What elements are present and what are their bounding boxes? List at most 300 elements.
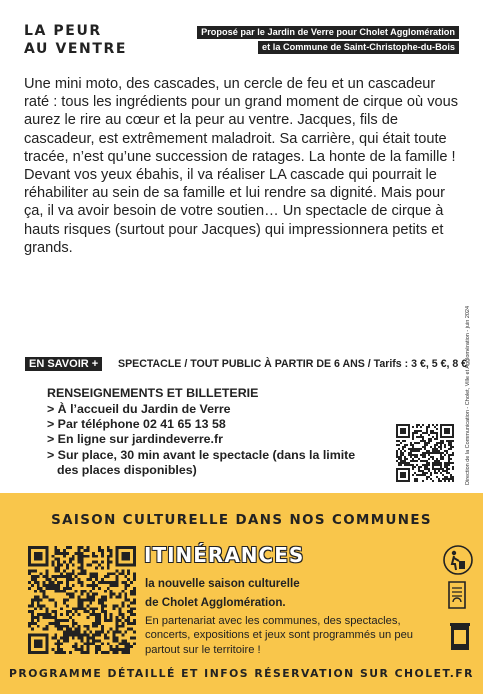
- qr-module: [66, 572, 69, 575]
- spectacle-info: SPECTACLE / TOUT PUBLIC À PARTIR DE 6 ANS / Tarifs : 3 €, 5 €, 8 €: [118, 358, 468, 370]
- qr-module: [63, 619, 66, 622]
- qr-module: [127, 546, 130, 549]
- qr-module: [116, 651, 119, 654]
- qr-module: [398, 458, 400, 460]
- qr-module: [127, 642, 130, 645]
- qr-module: [448, 480, 450, 482]
- qr-module: [420, 474, 422, 476]
- qr-module: [422, 440, 424, 442]
- qr-module: [438, 478, 440, 480]
- qr-module: [57, 584, 60, 587]
- qr-module: [81, 581, 84, 584]
- qr-module: [418, 450, 420, 452]
- qr-module: [81, 590, 84, 593]
- qr-module: [63, 555, 66, 558]
- qr-module: [31, 601, 34, 604]
- qr-module: [446, 428, 448, 430]
- qr-module: [424, 442, 426, 444]
- qr-module: [402, 446, 404, 448]
- qr-module: [444, 450, 446, 452]
- qr-module: [34, 599, 37, 602]
- qr-module: [86, 593, 89, 596]
- qr-module: [78, 607, 81, 610]
- qr-module: [434, 460, 436, 462]
- qr-module: [60, 636, 63, 639]
- qr-module: [121, 569, 124, 572]
- qr-module: [418, 448, 420, 450]
- qr-module: [92, 575, 95, 578]
- qr-module: [66, 564, 69, 567]
- qr-module: [75, 642, 78, 645]
- qr-module: [34, 639, 37, 642]
- qr-module: [438, 442, 440, 444]
- qr-module: [398, 448, 400, 450]
- qr-module: [40, 546, 43, 549]
- qr-module: [408, 474, 410, 476]
- qr-module: [98, 634, 101, 637]
- qr-module: [116, 552, 119, 555]
- list-item: > À l’accueil du Jardin de Verre: [47, 402, 231, 416]
- qr-module: [430, 474, 432, 476]
- qr-module: [92, 581, 95, 584]
- qr-module: [396, 468, 398, 470]
- qr-module: [121, 558, 124, 561]
- qr-module: [446, 432, 448, 434]
- qr-module: [133, 552, 136, 555]
- qr-module: [130, 636, 133, 639]
- qr-module: [92, 584, 95, 587]
- qr-module: [54, 569, 57, 572]
- qr-module: [432, 480, 434, 482]
- qr-module: [34, 552, 37, 555]
- qr-module: [404, 472, 406, 474]
- qr-module: [83, 572, 86, 575]
- qr-module: [116, 581, 119, 584]
- qr-module: [40, 564, 43, 567]
- qr-module: [444, 480, 446, 482]
- qr-module: [75, 634, 78, 637]
- qr-module: [113, 607, 116, 610]
- qr-module: [452, 436, 454, 438]
- qr-module: [107, 561, 110, 564]
- qr-module: [63, 601, 66, 604]
- qr-module: [450, 474, 452, 476]
- qr-module: [400, 476, 402, 478]
- qr-module: [124, 619, 127, 622]
- qr-module: [124, 558, 127, 561]
- qr-module: [57, 549, 60, 552]
- qr-module: [46, 584, 49, 587]
- qr-module: [54, 566, 57, 569]
- qr-module: [133, 622, 136, 625]
- qr-module: [442, 474, 444, 476]
- qr-module: [438, 468, 440, 470]
- qr-module: [440, 440, 442, 442]
- qr-module: [60, 552, 63, 555]
- qr-module: [43, 564, 46, 567]
- qr-module: [446, 478, 448, 480]
- qr-module: [95, 613, 98, 616]
- qr-module: [86, 596, 89, 599]
- qr-module: [72, 569, 75, 572]
- qr-module: [448, 424, 450, 426]
- qr-module: [426, 462, 428, 464]
- qr-module: [402, 476, 404, 478]
- qr-module: [400, 450, 402, 452]
- qr-module: [420, 466, 422, 468]
- qr-module: [422, 432, 424, 434]
- qr-module: [46, 569, 49, 572]
- qr-module: [28, 552, 31, 555]
- qr-module: [54, 619, 57, 622]
- qr-module: [438, 464, 440, 466]
- qr-module: [113, 651, 116, 654]
- qr-module: [83, 610, 86, 613]
- qr-module: [400, 468, 402, 470]
- qr-module: [31, 622, 34, 625]
- qr-module: [442, 456, 444, 458]
- qr-module: [448, 448, 450, 450]
- page-title: [24, 22, 127, 58]
- qr-module: [92, 596, 95, 599]
- qr-module: [43, 604, 46, 607]
- qr-module: [43, 628, 46, 631]
- qr-module: [95, 555, 98, 558]
- qr-module: [92, 622, 95, 625]
- qr-module: [43, 590, 46, 593]
- qr-module: [48, 616, 51, 619]
- qr-module: [43, 593, 46, 596]
- qr-module: [51, 599, 54, 602]
- qr-module: [43, 575, 46, 578]
- qr-module: [130, 546, 133, 549]
- qr-module: [28, 564, 31, 567]
- qr-module: [133, 599, 136, 602]
- qr-module: [414, 448, 416, 450]
- qr-module: [66, 610, 69, 613]
- qr-module: [43, 616, 46, 619]
- qr-module: [37, 546, 40, 549]
- qr-module: [60, 613, 63, 616]
- qr-module: [51, 555, 54, 558]
- qr-module: [450, 446, 452, 448]
- qr-module: [404, 476, 406, 478]
- qr-module: [448, 464, 450, 466]
- qr-module: [28, 558, 31, 561]
- qr-module: [404, 440, 406, 442]
- qr-module: [426, 476, 428, 478]
- qr-module: [127, 610, 130, 613]
- qr-module: [418, 424, 420, 426]
- qr-module: [444, 454, 446, 456]
- qr-module: [116, 619, 119, 622]
- qr-module: [396, 480, 398, 482]
- qr-module: [37, 575, 40, 578]
- qr-module: [66, 625, 69, 628]
- qr-module: [83, 590, 86, 593]
- qr-module: [107, 631, 110, 634]
- qr-module: [69, 631, 72, 634]
- qr-module: [410, 464, 412, 466]
- qr-module: [60, 642, 63, 645]
- qr-module: [133, 558, 136, 561]
- qr-module: [37, 552, 40, 555]
- qr-module: [416, 430, 418, 432]
- qr-module: [416, 448, 418, 450]
- qr-module: [400, 436, 402, 438]
- qr-module: [452, 478, 454, 480]
- qr-module: [57, 569, 60, 572]
- qr-module: [396, 436, 398, 438]
- qr-module: [81, 561, 84, 564]
- qr-module: [400, 480, 402, 482]
- qr-module: [69, 610, 72, 613]
- qr-module: [57, 619, 60, 622]
- qr-module: [104, 604, 107, 607]
- qr-module: [54, 642, 57, 645]
- qr-module: [69, 593, 72, 596]
- qr-module: [51, 622, 54, 625]
- qr-module: [450, 462, 452, 464]
- qr-module: [424, 454, 426, 456]
- qr-module: [404, 430, 406, 432]
- qr-module: [432, 462, 434, 464]
- qr-module: [66, 631, 69, 634]
- qr-module: [121, 642, 124, 645]
- qr-module: [450, 444, 452, 446]
- qr-module: [40, 555, 43, 558]
- qr-module: [440, 480, 442, 482]
- qr-module: [78, 581, 81, 584]
- qr-module: [404, 462, 406, 464]
- qr-module: [118, 625, 121, 628]
- qr-module: [28, 636, 31, 639]
- qr-module: [446, 462, 448, 464]
- qr-module: [95, 625, 98, 628]
- qr-module: [66, 575, 69, 578]
- qr-module: [448, 468, 450, 470]
- qr-module: [434, 464, 436, 466]
- qr-module: [63, 636, 66, 639]
- qr-module: [54, 622, 57, 625]
- qr-module: [72, 572, 75, 575]
- qr-module: [104, 636, 107, 639]
- qr-module: [406, 436, 408, 438]
- qr-module: [440, 428, 442, 430]
- qr-module: [37, 581, 40, 584]
- qr-module: [424, 464, 426, 466]
- qr-module: [110, 613, 113, 616]
- qr-module: [63, 634, 66, 637]
- qr-module: [98, 622, 101, 625]
- qr-module: [124, 596, 127, 599]
- qr-module: [28, 569, 31, 572]
- qr-module: [404, 432, 406, 434]
- qr-module: [31, 599, 34, 602]
- qr-module: [57, 639, 60, 642]
- qr-module: [60, 590, 63, 593]
- qr-module: [31, 575, 34, 578]
- qr-module: [116, 616, 119, 619]
- qr-module: [438, 446, 440, 448]
- qr-module: [86, 642, 89, 645]
- qr-module: [51, 648, 54, 651]
- qr-module: [86, 610, 89, 613]
- qr-module: [37, 596, 40, 599]
- list-item: > Sur place, 30 min avant le spectacle (dans la limite: [47, 447, 356, 462]
- qr-module: [72, 619, 75, 622]
- qr-module: [60, 581, 63, 584]
- qr-module: [124, 575, 127, 578]
- qr-module: [396, 424, 398, 426]
- qr-module: [402, 436, 404, 438]
- qr-module: [426, 464, 428, 466]
- qr-module: [37, 619, 40, 622]
- qr-module: [54, 601, 57, 604]
- qr-module: [121, 572, 124, 575]
- qr-module: [133, 636, 136, 639]
- qr-module: [101, 561, 104, 564]
- qr-module: [46, 575, 49, 578]
- qr-module: [408, 468, 410, 470]
- qr-module: [440, 454, 442, 456]
- qr-module: [440, 444, 442, 446]
- qr-module: [127, 648, 130, 651]
- qr-module: [402, 440, 404, 442]
- qr-module: [86, 616, 89, 619]
- qr-module: [89, 578, 92, 581]
- qr-module: [420, 436, 422, 438]
- qr-module: [46, 639, 49, 642]
- qr-module: [400, 460, 402, 462]
- qr-module: [107, 572, 110, 575]
- qr-module: [420, 470, 422, 472]
- qr-module: [37, 625, 40, 628]
- qr-module: [81, 572, 84, 575]
- qr-module: [107, 587, 110, 590]
- qr-module: [133, 578, 136, 581]
- qr-module: [416, 474, 418, 476]
- qr-module: [110, 593, 113, 596]
- qr-module: [57, 625, 60, 628]
- qr-module: [37, 639, 40, 642]
- qr-module: [442, 458, 444, 460]
- qr-module: [118, 648, 121, 651]
- qr-module: [78, 604, 81, 607]
- qr-module: [113, 593, 116, 596]
- qr-module: [426, 452, 428, 454]
- qr-module: [127, 578, 130, 581]
- qr-module: [420, 440, 422, 442]
- qr-module: [400, 432, 402, 434]
- qr-module: [86, 634, 89, 637]
- qr-module: [104, 651, 107, 654]
- qr-module: [396, 478, 398, 480]
- qr-module: [51, 564, 54, 567]
- qr-module: [418, 468, 420, 470]
- qr-module: [81, 552, 84, 555]
- qr-module: [95, 619, 98, 622]
- qr-module: [51, 616, 54, 619]
- qr-module: [414, 472, 416, 474]
- qr-module: [60, 651, 63, 654]
- qr-module: [107, 555, 110, 558]
- qr-module: [121, 616, 124, 619]
- qr-module: [40, 590, 43, 593]
- qr-module: [66, 581, 69, 584]
- qr-module: [412, 450, 414, 452]
- qr-module: [95, 584, 98, 587]
- qr-module: [446, 450, 448, 452]
- qr-module: [31, 619, 34, 622]
- qr-module: [416, 464, 418, 466]
- qr-module: [121, 552, 124, 555]
- qr-module: [124, 552, 127, 555]
- paper-recycle-icon: [443, 580, 471, 614]
- trash-bin-icon: [449, 620, 471, 652]
- qr-module: [92, 572, 95, 575]
- qr-module: [402, 468, 404, 470]
- qr-module: [28, 604, 31, 607]
- qr-module: [66, 636, 69, 639]
- qr-module: [450, 476, 452, 478]
- qr-module: [66, 566, 69, 569]
- qr-module: [124, 639, 127, 642]
- qr-module: [452, 428, 454, 430]
- qr-module: [116, 625, 119, 628]
- qr-module: [450, 458, 452, 460]
- qr-module: [95, 622, 98, 625]
- qr-module: [416, 442, 418, 444]
- qr-module: [432, 468, 434, 470]
- qr-module: [416, 478, 418, 480]
- qr-module: [442, 478, 444, 480]
- qr-module: [430, 446, 432, 448]
- qr-module: [452, 480, 454, 482]
- qr-module: [48, 584, 51, 587]
- qr-module: [37, 564, 40, 567]
- qr-module: [406, 462, 408, 464]
- qr-module: [48, 599, 51, 602]
- qr-module: [37, 616, 40, 619]
- qr-module: [127, 616, 130, 619]
- qr-module: [396, 460, 398, 462]
- qr-code-icon[interactable]: [396, 424, 454, 482]
- qr-module: [34, 590, 37, 593]
- qr-module: [95, 616, 98, 619]
- qr-module: [428, 440, 430, 442]
- qr-module: [124, 631, 127, 634]
- qr-module: [28, 648, 31, 651]
- qr-module: [46, 546, 49, 549]
- programme-footer[interactable]: PROGRAMME DÉTAILLÉ ET INFOS RÉSERVATION SUR CHOLET.FR: [8, 667, 474, 680]
- qr-module: [63, 651, 66, 654]
- qr-module: [83, 549, 86, 552]
- qr-module: [428, 424, 430, 426]
- qr-module: [75, 631, 78, 634]
- qr-module: [428, 454, 430, 456]
- qr-module: [63, 552, 66, 555]
- qr-module: [408, 430, 410, 432]
- qr-module: [426, 472, 428, 474]
- qr-module: [46, 564, 49, 567]
- qr-module: [127, 622, 130, 625]
- qr-module: [444, 446, 446, 448]
- qr-module: [414, 442, 416, 444]
- qr-module: [450, 448, 452, 450]
- qr-module: [426, 460, 428, 462]
- qr-code-icon[interactable]: [28, 546, 136, 654]
